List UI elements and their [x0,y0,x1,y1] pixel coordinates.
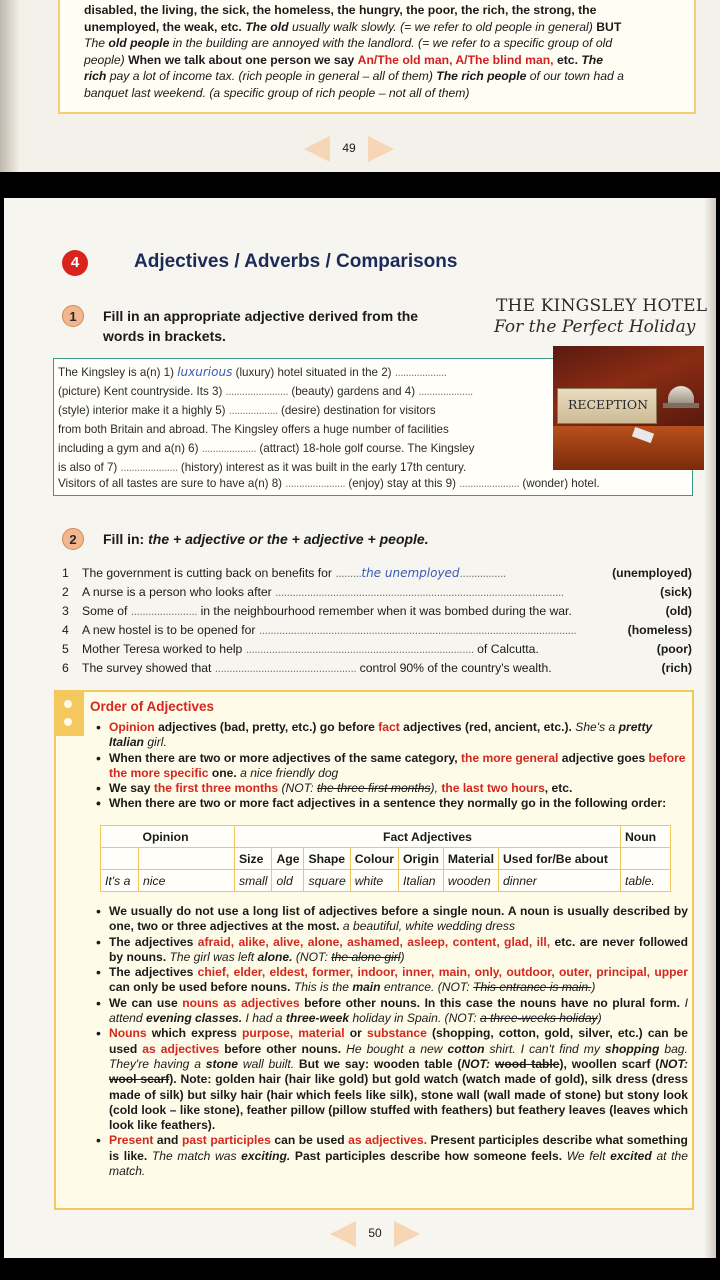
grammar-box-tab [54,690,84,736]
list-item: 1 The government is cutting back on benefits for .........the unemployed................ (unemployed) [62,564,692,583]
rule-item: • Nouns which express purpose, material or substance (shopping, cotton, gold, silver, etc.) can be used as adjectives before other nouns. He bought a new cotton shirt. I can't find my shopping bag. They're having a stone wall built. But we say: wooden table (NOT: wood table), woollen scarf (NOT: wool scarf). Note: golden hair (hair like gold) but gold watch (watch made of gold), silk dress (dress made of silk) but silky hair (hair which feels like silk), stone wall (wall made of stone) but stony look (cold look – like stone), feather pillow (pillow stuffed with feathers) but feathery leaves (leaves which look like feathers). [96,1026,688,1133]
table-row [101,826,671,848]
table-row [101,870,671,892]
exercise-1-badge: 1 [62,305,84,327]
table-cell [620,848,670,870]
text-line: The Kingsley is a(n) 1) luxurious (luxury) hotel situated in the 2) ................... [58,365,447,379]
exercise-2-instruction: Fill in: the + adjective or the + adjective + people. [103,531,429,547]
rule-item: • Opinion adjectives (bad, pretty, etc.) go before fact adjectives (red, ancient, etc.). She's a pretty Italian girl. [96,720,688,751]
reception-photo [553,346,704,470]
list-item: 5 Mother Teresa worked to help ............................................................................... of Calcutta. (poor) [62,640,692,659]
text-line: from both Britain and abroad. The Kingsley offers a huge number of facilities [58,423,449,437]
reception-counter [553,426,704,470]
rule-item: • We say the first three months (NOT: the three first months), the last two hours, etc. [96,781,688,796]
table-row [101,848,671,870]
handwritten-answer: the unemployed [361,566,460,580]
table-header: Age [272,848,304,870]
table-cell: It's a [101,870,139,892]
table-header-fact: Fact Adjectives [235,826,621,848]
rule-item: • The adjectives afraid, alike, alive, alone, ashamed, asleep, content, glad, ill, etc. are never followed by nouns. The girl was left alone. (NOT: the alone girl) [96,935,688,966]
list-item: 6 The survey showed that ................................................. control 90% of the country's wealth. (rich) [62,659,692,678]
table-cell: square [304,870,350,892]
table-header: Shape [304,848,350,870]
page-number-50: 50 [330,1221,420,1251]
box-line: disabled, the living, the sick, the homeless, the hungry, the poor, the rich, the strong, the [84,3,597,17]
box-line: people) When we talk about one person we say An/The old man, A/The blind man, etc. The [84,52,604,67]
table-header: Size [235,848,272,870]
grammar-rules-top [96,720,688,812]
table-cell: old [272,870,304,892]
bell-icon [668,386,694,404]
table-header: Origin [399,848,444,870]
rule-item: • The adjectives chief, elder, eldest, former, indoor, inner, main, only, outdoor, outer, principal, upper can only be used before nouns. This is the main entrance. (NOT: This entrance is main.) [96,965,688,996]
table-cell: table. [620,870,670,892]
unit-number-badge: 4 [62,250,88,276]
grammar-rules-bottom [96,904,688,1179]
text-line: (picture) Kent countryside. Its 3) ....................... (beauty) gardens and 4) .................... [58,385,473,399]
table-cell: white [350,870,398,892]
table-header: Material [443,848,498,870]
handwritten-answer: luxurious [177,365,233,379]
exercise-1-instruction: Fill in an appropriate adjective derived from the words in brackets. [103,308,419,344]
table-cell: small [235,870,272,892]
table-cell [101,826,139,848]
box-line: rich pay a lot of income tax. (rich people in general – all of them) The rich people of our town had a [84,69,624,84]
exercise-1-paragraph [58,363,546,478]
exercise-2-badge: 2 [62,528,84,550]
adjective-order-table [100,825,671,892]
rule-item: • Present and past participles can be used as adjectives. Present participles describe what something is like. The match was exciting. Past participles describe how someone feels. We felt excited at the match. [96,1133,688,1179]
unit-title: Adjectives / Adverbs / Comparisons [134,251,458,272]
table-cell: nice [139,870,235,892]
table-header-opinion: Opinion [139,826,235,848]
rule-item: • We can use nouns as adjectives before other nouns. In this case the nouns have no plural form. I attend evening classes. I had a three-week holiday in Spain. (NOT: a three-weeks holiday) [96,996,688,1027]
hotel-title: THE KINGSLEY HOTEL [496,296,708,316]
table-cell: Italian [399,870,444,892]
rule-item: • When there are two or more fact adjectives in a sentence they normally go in the following order: [96,796,688,811]
list-item: 4 A new hostel is to be opened for .............................................................................................................. (homeless) [62,621,692,640]
exercise-2-list [62,564,692,678]
dot-icon [64,718,72,726]
table-cell: wooden [443,870,498,892]
table-cell [101,848,139,870]
table-cell: dinner [498,870,620,892]
table-header: Colour [350,848,398,870]
page-gutter-shadow [0,0,20,172]
page-number-49: 49 [304,136,394,162]
text-line: Visitors of all tastes are sure to have a(n) 8) ...................... (enjoy) stay at this 9) ...................... (wonder) hotel. [58,477,600,490]
text-line: is also of 7) ..................... (history) interest as it was built in the early 17th century. [58,461,467,475]
grammar-heading: Order of Adjectives [90,699,215,714]
box-line: banquet last weekend. (a specific group of rich people – not all of them) [84,85,470,100]
page-edge-shadow [704,198,716,1258]
grammar-box-continued [58,0,696,114]
previous-page [0,0,720,172]
table-header: Used for/Be about [498,848,620,870]
table-header-noun: Noun [620,826,670,848]
text-line: including a gym and a(n) 6) .................... (attract) 18-hole golf course. The Kingsley [58,442,475,456]
hotel-subtitle: For the Perfect Holiday [494,317,696,337]
box-line: The old people in the building are annoyed with the landlord. (= we refer to a specific group of old [84,36,613,51]
box-line: unemployed, the weak, etc. The old usually walk slowly. (= we refer to old people in general) BUT [84,19,622,34]
text-line: (style) interior make it a highly 5) .................. (desire) destination for visitors [58,404,436,418]
bell-base [663,403,699,408]
workbook-page [4,198,716,1258]
list-item: 2 A nurse is a person who looks after .................................................................................................... (sick) [62,583,692,602]
rule-item: • We usually do not use a long list of adjectives before a single noun. A noun is usually described by one, two or three adjectives at the most. a beautiful, white wedding dress [96,904,688,935]
table-cell [139,848,235,870]
rule-item: • When there are two or more adjectives of the same category, the more general adjective goes before the more specific one. a nice friendly dog [96,751,688,782]
list-item: 3 Some of ....................... in the neighbourhood remember when it was bombed during the war. (old) [62,602,692,621]
reception-sign: RECEPTION [557,388,657,424]
dot-icon [64,700,72,708]
